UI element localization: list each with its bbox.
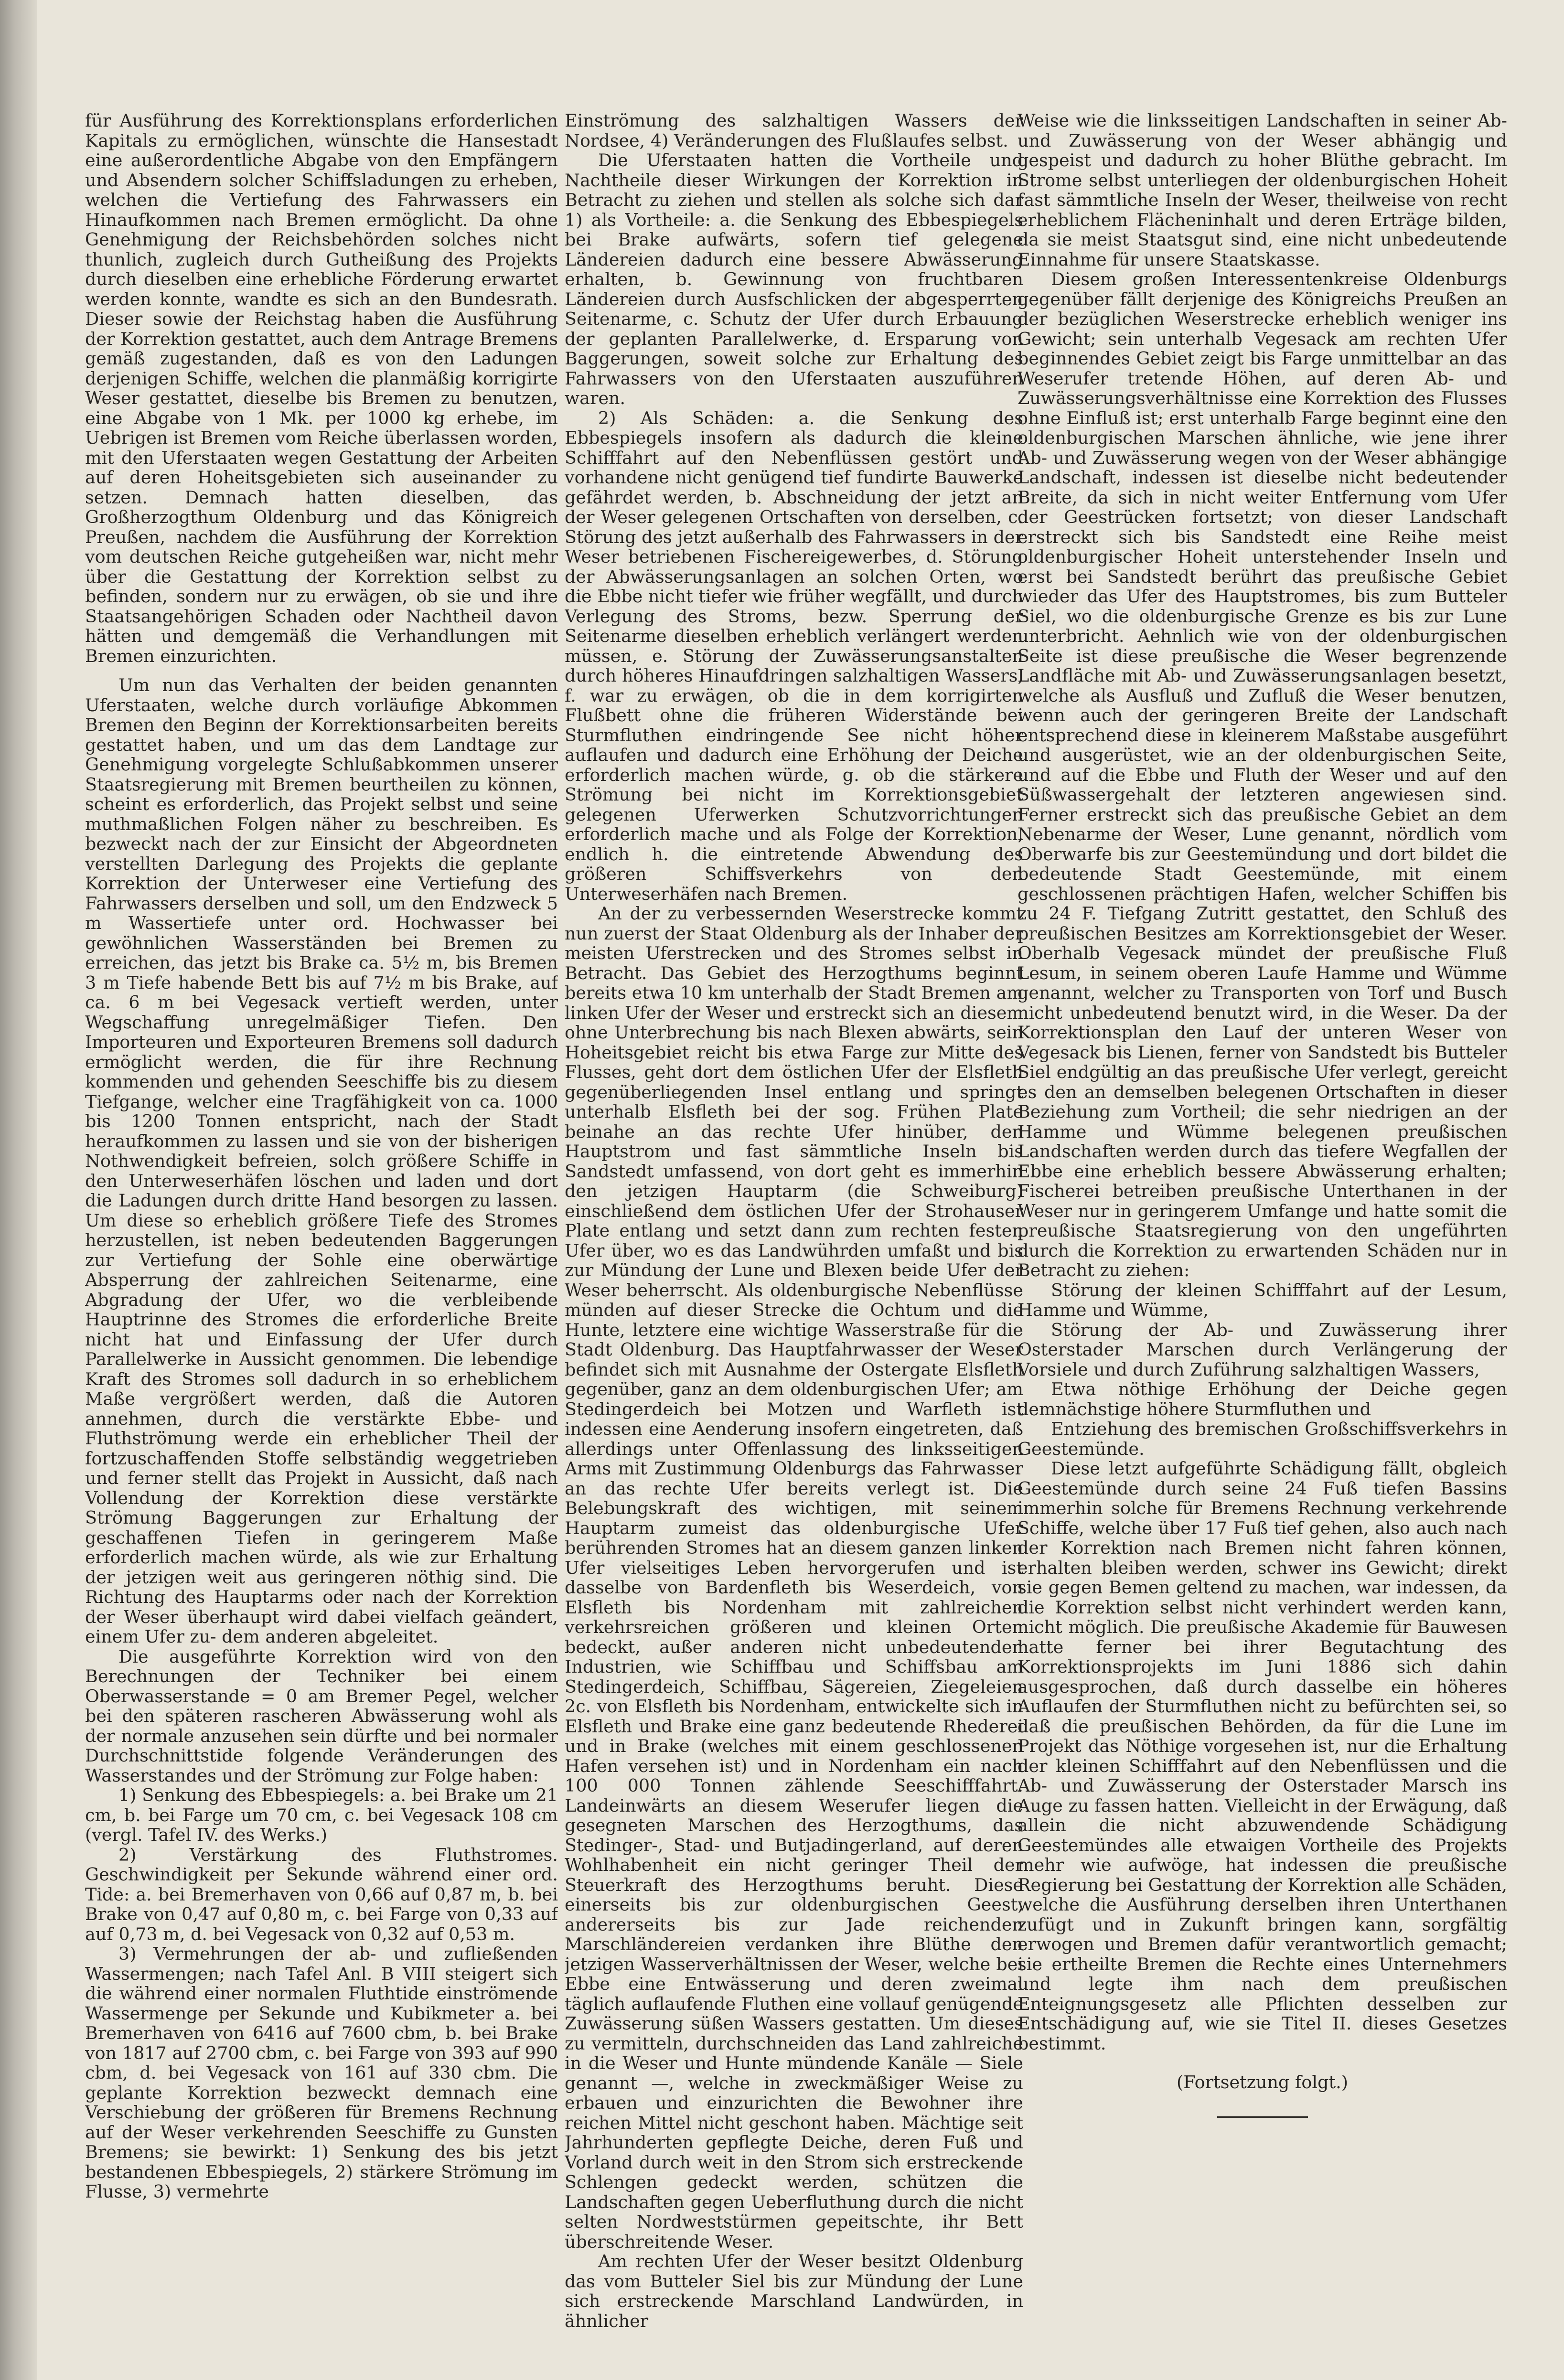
paragraph: Einströmung des salzhaltigen Wassers der Nordsee, 4) Veränderungen des Flußlaufes selbst. [565, 111, 1023, 151]
paragraph: Am rechten Ufer der Weser besitzt Oldenburg das vom Butteler Siel bis zur Mündung der Lune sich erstreckende Marschland Landwürden, in ähnlicher [565, 2251, 1023, 2331]
paragraph: Um nun das Verhalten der beiden genannten Uferstaaten, welche durch vorläufige Abkommen Bremen den Beginn der Korrektionsarbeiten bereits gestattet haben, und um das dem Landtage zur Genehmigung vorgelegte Schlußabkommen unserer Staatsregierung mit Bremen beurtheilen zu können, scheint es erforderlich, das Projekt selbst und seine muthmaßlichen Folgen näher zu beschreiben. Es bezweckt nach der zur Einsicht der Abgeordneten verstellten Darlegung des Projekts die geplante Korrektion der Unterweser eine Vertiefung des Fahrwassers derselben und soll, um den Endzweck 5 m Wassertiefe unter ord. Hochwasser bei gewöhnlichen Wasserständen bei Bremen zu erreichen, das jetzt bis Brake ca. 5½ m, bis Bremen 3 m Tiefe habende Bett bis auf 7½ m bis Brake, auf ca. 6 m bei Vegesack vertieft werden, unter Wegschaffung unregelmäßiger Tiefen. Den Importeuren und Exporteuren Bremens soll dadurch ermöglicht werden, die für ihre Rechnung kommenden und gehenden Seeschiffe bis zu diesem Tiefgange, welcher eine Tragfähigkeit von ca. 1000 bis 1200 Tonnen entspricht, nach der Stadt heraufkommen zu lassen und sie von der bisherigen Nothwendigkeit befreien, solch größere Schiffe in den Unterweserhäfen löschen und laden und dort die Ladungen durch dritte Hand besorgen zu lassen. Um diese so erheblich größere Tiefe des Stromes herzustellen, ist neben bedeutenden Baggerungen zur Vertiefung der Sohle eine oberwärtige Absperrung der zahlreichen Seitenarme, eine Abgradung der Ufer, wo die verbleibende Hauptrinne des Stromes die erforderliche Breite nicht hat und Einfassung der Ufer durch Parallelwerke in Aussicht genommen. Die lebendige Kraft des Stromes soll dadurch in so erheblichem Maße vergrößert werden, daß die Autoren annehmen, durch die verstärkte Ebbe- und Fluthströmung werde ein erheblicher Theil der fortzuschaffenden Stoffe selbständig weggetrieben und ferner stellt das Projekt in Aussicht, daß nach Vollendung der Korrektion diese verstärkte Strömung Baggerungen zur Erhaltung der geschaffenen Tiefen in geringerem Maße erforderlich machen würde, als wie zur Erhaltung der jetzigen weit aus geringeren nöthig sind. Die Richtung des Hauptarms oder nach der Korrektion der Weser überhaupt wird dabei vielfach geändert, einem Ufer zu- dem anderen abgeleitet. [85, 675, 558, 1647]
list-item: Störung der kleinen Schifffahrt auf der Lesum, Hamme und Wümme, [1018, 1280, 1507, 1320]
paragraph: An der zu verbessernden Weserstrecke kommt nun zuerst der Staat Oldenburg als der Inhaber der meisten Uferstrecken und des Stromes selbst in Betracht. Das Gebiet des Herzogthums beginnt bereits etwa 10 km unterhalb der Stadt Bremen am linken Ufer der Weser und erstreckt sich an diesem ohne Unterbrechung bis nach Blexen abwärts, sein Hoheitsgebiet reicht bis etwa Farge zur Mitte des Flusses, geht dort dem östlichen Ufer der Elsfleth gegenüberliegenden Insel entlang und springt unterhalb Elsfleth bei der sog. Frühen Plate beinahe an das rechte Ufer hinüber, den Hauptstrom und fast sämmtliche Inseln bis Sandstedt umfassend, von dort geht es immerhin den jetzigen Hauptarm (die Schweiburg) einschließend dem östlichen Ufer der Strohauser Plate entlang und setzt dann zum rechten festen Ufer über, wo es das Landwührden umfaßt und bis zur Mündung der Lune und Blexen beide Ufer der Weser beherrscht. Als oldenburgische Nebenflüsse münden auf dieser Strecke die Ochtum und die Hunte, letztere eine wichtige Wasserstraße für die Stadt Oldenburg. Das Hauptfahrwasser der Weser befindet sich mit Ausnahme der Ostergate Elsfleth gegenüber, ganz an dem oldenburgischen Ufer; am Stedingerdeich bei Motzen und Warfleth ist indessen eine Aenderung insofern eingetreten, daß allerdings unter Offenlassung des linksseitigen Arms mit Zustimmung Oldenburgs das Fahrwasser an das rechte Ufer bereits verlegt ist. Die Belebungskraft des wichtigen, mit seinem Hauptarm zumeist das oldenburgische Ufer berührenden Stromes hat an diesem ganzen linken Ufer vielseitiges Leben hervorgerufen und ist dasselbe von Bardenfleth bis Weserdeich, von Elsfleth bis Nordenham mit zahlreichen verkehrsreichen größeren und kleinen Orten bedeckt, außer anderen nicht unbedeutenden Industrien, wie Schiffbau und Schiffsbau am Stedingerdeich, Schiffbau, Sägereien, Ziegeleien 2c. von Elsfleth bis Nordenham, entwickelte sich in Elsfleth und Brake eine ganz bedeutende Rhederei und in Brake (welches mit einem geschlossenen Hafen versehen ist) und in Nordenham ein nach 100 000 Tonnen zählende Seeschifffahrt. Landeinwärts an diesem Weserufer liegen die gesegneten Marschen des Herzogthums, das Stedinger-, Stad- und Butjadingerland, auf deren Wohlhabenheit ein nicht geringer Theil der Steuerkraft des Herzogthums beruht. Diese einerseits bis zur oldenburgischen Geest, andererseits bis zur Jade reichenden Marschländereien verdanken ihre Blüthe den jetzigen Wasserverhältnissen der Weser, welche bei Ebbe eine Entwässerung und deren zweimal täglich auflaufende Fluthen eine vollauf genügende Zuwässerung süßen Wassers gestatten. Um dieses zu vermitteln, durchschneiden das Land zahlreiche in die Weser und Hunte mündende Kanäle — Siele genannt —, welche in zweckmäßiger Weise zu erbauen und einzurichten die Bewohner ihre reichen Mittel nicht geschont haben. Mächtige seit Jahrhunderten gepflegte Deiche, deren Fuß und Vorland durch weit in den Strom sich erstreckende Schlengen gedeckt werden, schützen die Landschaften gegen Ueberfluthung durch die nicht selten Nordweststürmen gepeitschte, ihr Bett überschreitende Weser. [565, 903, 1023, 2252]
paragraph: Diese letzt aufgeführte Schädigung fällt, obgleich Geestemünde durch seine 24 Fuß tiefen Bassins immerhin solche für Bremens Rechnung verkehrende Schiffe, welche über 17 Fuß tief gehen, also auch nach der Korrektion nach Bremen nicht fahren können, erhalten bleiben werden, schwer ins Gewicht; direkt sie gegen Bemen geltend zu machen, war indessen, da die Korrektion selbst nicht verhindert werden kann, nicht möglich. Die preußische Akademie für Bauwesen hatte ferner bei ihrer Begutachtung des Korrektionsprojekts im Juni 1886 sich dahin ausgesprochen, daß durch dasselbe ein höheres Auflaufen der Sturmfluthen nicht zu befürchten sei, so daß die preußischen Behörden, da für die Lune im Projekt das Nöthige vorgesehen ist, nur die Erhaltung der kleinen Schifffahrt auf den Nebenflüssen und die Ab- und Zuwässerung der Osterstader Marsch ins Auge zu fassen hatten. Vielleicht in der Erwägung, daß allein die nicht abzuwendende Schädigung Geestemündes alle etwaigen Vortheile des Projekts mehr wie aufwöge, hat indessen die preußische Regierung bei Gestattung der Korrektion alle Schäden, welche die Ausführung derselben ihren Unterthanen zufügt und in Zukunft bringen kann, sorgfältig erwogen und Bremen dafür verantwortlich gemacht; sie ertheilte Bremen die Rechte eines Unternehmers und legte ihm nach dem preußischen Enteignungsgesetz alle Pflichten desselben zur Entschädigung auf, wie sie Titel II. dieses Gesetzes bestimmt. [1018, 1458, 1507, 2054]
continuation-note: (Fortsetzung folgt.) [1177, 2072, 1348, 2092]
column-1 [85, 111, 558, 2356]
list-item: 3) Vermehrungen der ab- und zufließenden Wassermengen; nach Tafel Anl. B VIII steigert sich die während einer normalen Fluthtide einströmende Wassermenge per Sekunde und Kubikmeter a. bei Bremerhaven von 6416 auf 7600 cbm, b. bei Brake von 1817 auf 2700 cbm, c. bei Farge von 393 auf 990 cbm, d. bei Vegesack von 161 auf 330 cbm. Die geplante Korrektion bezweckt demnach eine Verschiebung der größeren für Bremens Rechnung auf der Weser verkehrenden Seeschiffe zu Gunsten Bremens; sie bewirkt: 1) Senkung des bis jetzt bestandenen Ebbespiegels, 2) stärkere Strömung im Flusse, 3) vermehrte [85, 1943, 558, 2202]
column-3 [1018, 111, 1507, 2356]
list-item: 2) Verstärkung des Fluthstromes. Geschwindigkeit per Sekunde während einer ord. Tide: a. bei Bremerhaven von 0,66 auf 0,87 m, b. bei Brake von 0,47 auf 0,80 m, c. bei Farge von 0,33 auf auf 0,73 m, d. bei Vegesack von 0,32 auf 0,53 m. [85, 1844, 558, 1944]
paragraph: Die ausgeführte Korrektion wird von den Berechnungen der Techniker bei einem Oberwasserstande = 0 am Bremer Pegel, welcher bei den späteren rascheren Abwässerung wohl als der normale anzusehen sein dürfte und bei normaler Durchschnittstide folgende Veränderungen des Wasserstandes und der Strömung zur Folge haben: [85, 1646, 558, 1786]
closing-rule [1217, 2116, 1308, 2118]
list-item: 1) Senkung des Ebbespiegels: a. bei Brake um 21 cm, b. bei Farge um 70 cm, c. bei Vegesack 108 cm (vergl. Tafel IV. des Werks.) [85, 1785, 558, 1845]
paragraph: Die Uferstaaten hatten die Vortheile und Nachtheile dieser Wirkungen der Korrektion in Betracht zu ziehen und stellen als solche sich dar 1) als Vortheile: a. die Senkung des Ebbespiegels bei Brake aufwärts, sofern tief gelegene Ländereien dadurch eine bessere Abwässerung erhalten, b. Gewinnung von fruchtbaren Ländereien durch Ausfschlicken der abgesperrten Seitenarme, c. Schutz der Ufer durch Erbauung der geplanten Parallelwerke, d. Ersparung von Baggerungen, soweit solche zur Erhaltung des Fahrwassers von den Uferstaaten auszuführen waren. [565, 150, 1023, 408]
list-item: Störung der Ab- und Zuwässerung ihrer Osterstader Marschen durch Verlängerung der Vorsiele und durch Zuführung salzhaltigen Wassers, [1018, 1319, 1507, 1380]
paragraph: für Ausführung des Korrektionsplans erforderlichen Kapitals zu ermöglichen, wünschte die Hansestadt eine außerordentliche Abgabe von den Empfängern und Absendern solcher Schiffsladungen zu erheben, welchen die Vertiefung des Fahrwassers ein Hinaufkommen nach Bremen ermöglicht. Da ohne Genehmigung der Reichsbehörden solches nicht thunlich, zugleich durch Gutheißung des Projekts durch dieselben eine erhebliche Förderung erwartet werden konnte, wandte es sich an den Bundesrath. Dieser sowie der Reichstag haben die Ausführung der Korrektion gestattet, auch dem Antrage Bremens gemäß zugestanden, daß es von den Ladungen derjenigen Schiffe, welchen die planmäßig korrigirte Weser gestattet, dieselbe bis Bremen zu benutzen, eine Abgabe von 1 Mk. per 1000 kg erhebe, im Uebrigen ist Bremen vom Reiche überlassen worden, mit den Uferstaaten wegen Gestattung der Arbeiten auf deren Hoheitsgebieten sich auseinander zu setzen. Demnach hatten dieselben, das Großherzogthum Oldenburg und das Königreich Preußen, nachdem die Ausführung der Korrektion vom deutschen Reiche gutgeheißen war, nicht mehr über die Gestattung der Korrektion selbst zu befinden, sondern nur zu erwägen, ob sie und ihre Staatsangehörigen Schaden oder Nachtheil davon hätten und demgemäß die Verhandlungen mit Bremen einzurichten. [85, 111, 558, 666]
paragraph: Weise wie die linksseitigen Landschaften in seiner Ab- und Zuwässerung von der Weser abhängig und gespeist und dadurch zu hoher Blüthe gebracht. Im Strome selbst unterliegen der oldenburgischen Hoheit fast sämmtliche Inseln der Weser, theilweise von recht erheblichem Flächeninhalt und deren Erträge bilden, da sie meist Staatsgut sind, eine nicht unbedeutende Einnahme für unsere Staatskasse. [1018, 111, 1507, 270]
paragraph: Diesem großen Interessentenkreise Oldenburgs gegenüber fällt derjenige des Königreichs Preußen an der bezüglichen Weserstrecke erheblich weniger ins Gewicht; sein unterhalb Vegesack am rechten Ufer beginnendes Gebiet zeigt bis Farge unmittelbar an das Weserufer tretende Höhen, auf deren Ab- und Zuwässerungsverhältnisse eine Korrektion des Flusses ohne Einfluß ist; erst unterhalb Farge beginnt eine den oldenburgischen Marschen ähnliche, wie jene ihrer Ab- und Zuwässerung wegen von der Weser abhängige Landschaft, indessen ist dieselbe nicht bedeutender Breite, da sich in nicht weiter Entfernung vom Ufer der Geestrücken fortsetzt; von dieser Landschaft erstreckt sich bis Sandstedt eine Reihe meist oldenburgischer Hoheit unterstehender Inseln und erst bei Sandstedt berührt das preußische Gebiet wieder das Ufer des Hauptstromes, bis zum Butteler Siel, wo die oldenburgische Grenze es bis zur Lune unterbricht. Aehnlich wie von der oldenburgischen Seite ist diese preußische die Weser begrenzende Landfläche mit Ab- und Zuwässerungsanlagen besetzt, welche als Ausfluß und Zufluß die Weser benutzen, wenn auch der geringeren Breite der Landschaft entsprechend diese in kleinerem Maßstabe ausgeführt und ausgerüstet, wie an der oldenburgischen Seite, und auf die Ebbe und Fluth der Weser und auf den Süßwassergehalt der letzteren angewiesen sind. Ferner erstreckt sich das preußische Gebiet an dem Nebenarme der Weser, Lune genannt, nördlich vom Oberwarfe bis zur Geestemündung und dort bildet die bedeutende Stadt Geestemünde, mit einem geschlossenen prächtigen Hafen, welcher Schiffen bis zu 24 F. Tiefgang Zutritt gestattet, den Schluß des preußischen Besitzes am Korrektionsgebiet der Weser. Oberhalb Vegesack mündet der preußische Fluß Lesum, in seinem oberen Laufe Hamme und Wümme genannt, welcher zu Transporten von Torf und Busch nicht unbedeutend benutzt wird, in die Weser. Da der Korrektionsplan den Lauf der unteren Weser von Vegesack bis Lienen, ferner von Sandstedt bis Butteler Siel endgültig an das preußische Ufer verlegt, gereicht es den an demselben belegenen Ortschaften in dieser Beziehung zum Vortheil; die sehr niedrigen an der Hamme und Wümme belegenen preußischen Landschaften werden durch das tiefere Wegfallen der Ebbe eine erheblich bessere Abwässerung erhalten; Fischerei betreiben preußische Unterthanen in der Weser nur in geringerem Umfange und hatte somit die preußische Staatsregierung von den ungeführten durch die Korrektion zu erwartenden Schäden nur in Betracht zu ziehen: [1018, 269, 1507, 1281]
paragraph: 2) Als Schäden: a. die Senkung des Ebbespiegels insofern als dadurch die kleine Schifffahrt auf den Nebenflüssen gestört und vorhandene nicht genügend tief fundirte Bauwerke gefährdet werden, b. Abschneidung der jetzt an der Weser gelegenen Ortschaften von derselben, c. Störung des jetzt außerhalb des Fahrwassers in der Weser betriebenen Fischereigewerbes, d. Störung der Abwässerungsanlagen an solchen Orten, wo die Ebbe nicht tiefer wie früher wegfällt, und durch Verlegung des Stroms, bezw. Sperrung der Seitenarme dieselben erheblich verlängert werden müssen, e. Störung der Zuwässerungsanstalten durch höheres Hinaufdringen salzhaltigen Wassers, f. war zu erwägen, ob die in dem korrigirten Flußbett ohne die früheren Widerstände bei Sturmfluthen eindringende See nicht höher auflaufen und dadurch eine Erhöhung der Deiche erforderlich machen würde, g. ob die stärkere Strömung bei nicht im Korrektionsgebiet gelegenen Uferwerken Schutzvorrichtungen erforderlich mache und als Folge der Korrektion, endlich h. die eintretende Abwendung des größeren Schiffsverkehrs von den Unterweserhäfen nach Bremen. [565, 407, 1023, 904]
list-item: Etwa nöthige Erhöhung der Deiche gegen demnächstige höhere Sturmfluthen und [1018, 1379, 1507, 1419]
list-item: Entziehung des bremischen Großschiffsverkehrs in Geestemünde. [1018, 1419, 1507, 1459]
binding-fold-shadow [0, 0, 37, 2380]
column-2 [565, 111, 1023, 2356]
